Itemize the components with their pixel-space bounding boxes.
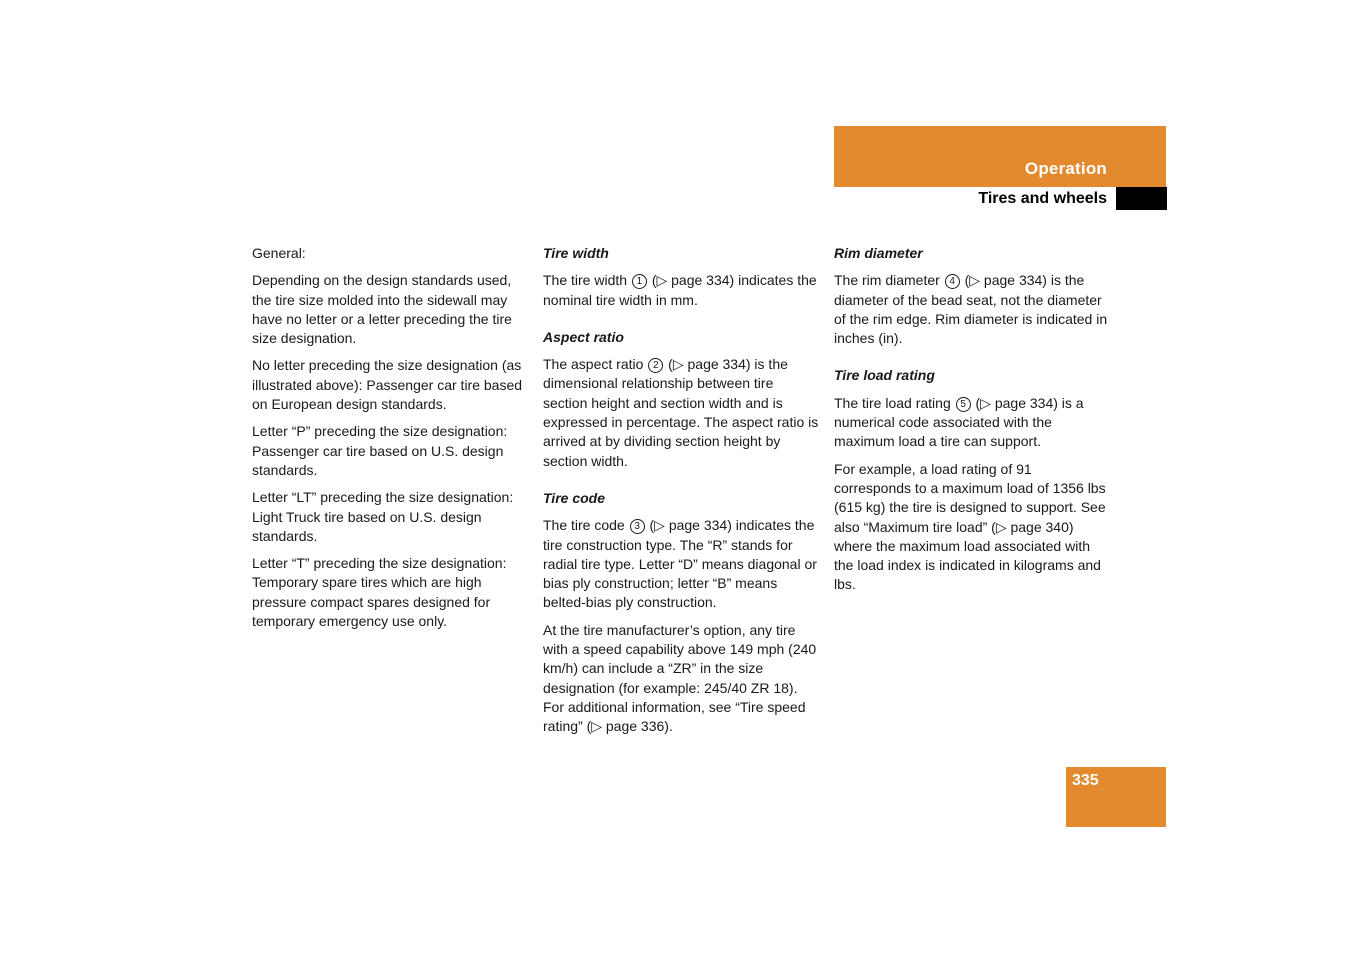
heading-tire-code: Tire code — [543, 489, 605, 506]
callout-1-icon: 1 — [632, 274, 647, 289]
paragraph-no-letter: No letter preceding the size designation (as illustrated above): Passenger car tire based on European design standards. — [252, 357, 523, 413]
heading-tire-width: Tire width — [543, 245, 609, 261]
callout-3-icon: 3 — [630, 519, 645, 534]
callout-5-icon: 5 — [956, 397, 971, 412]
thumb-tab-marker — [1116, 187, 1167, 210]
heading-tire-load-rating: Tire load rating — [834, 367, 935, 384]
heading-aspect-ratio: Aspect ratio — [543, 328, 624, 345]
paragraph-rim-diameter: The rim diameter 4 (▷ page 334) is the diameter of the bead seat, not the diameter of the rim edge. Rim diameter is indicated in inches (in). — [834, 272, 1108, 347]
header-accent-bar — [834, 126, 1166, 187]
paragraph-tire-load-rating: The tire load rating 5 (▷ page 334) is a numerical code associated with the maximum load a tire can support. — [834, 394, 1084, 450]
paragraph-letter-t: Letter “T” preceding the size designation: Temporary spare tires which are high pressure compact spares designed for temporary emergency use only. — [252, 555, 507, 630]
page-number: 335 — [1072, 772, 1099, 789]
paragraph-tire-width: The tire width 1 (▷ page 334) indicates the nominal tire width in mm. — [543, 272, 817, 308]
section-title: Operation — [1024, 159, 1107, 178]
column-width-aspect-code — [543, 244, 819, 745]
paragraph-zr-rating: At the tire manufacturer’s option, any tire with a speed capability above 149 mph (240 km/h) can include a “ZR” in the size designation (for example: 245/40 ZR 18). For additional information, see “Tire speed rating” (▷ page 336). — [543, 621, 817, 735]
callout-2-icon: 2 — [648, 358, 663, 373]
subsection-title: Tires and wheels — [978, 190, 1107, 207]
paragraph-load-example: For example, a load rating of 91 corresponds to a maximum load of 1356 lbs (615 kg) the tire is designed to support. See also “Maximum tire load” (▷ page 340) where the maximum load associated with the load index is indicated in kilograms and lbs. — [834, 460, 1106, 593]
paragraph-tire-code: The tire code 3 (▷ page 334) indicates the tire construction type. The “R” stands for radial tire type. Letter “D” means diagonal or bias ply construction; letter “B” means belted-bias ply construction. — [543, 517, 817, 611]
paragraph-letter-p: Letter “P” preceding the size designation: Passenger car tire based on U.S. design standards. — [252, 423, 508, 478]
column-general — [252, 244, 527, 639]
paragraph-general-label: General: — [252, 245, 306, 261]
paragraph-letter-lt: Letter “LT” preceding the size designation: Light Truck tire based on U.S. design standards. — [252, 489, 514, 544]
callout-4-icon: 4 — [945, 274, 960, 289]
heading-rim-diameter: Rim diameter — [834, 245, 923, 261]
paragraph-design-standards: Depending on the design standards used, the tire size molded into the sidewall may have no letter or a letter preceding the tire size designation. — [252, 272, 512, 347]
page-number-box — [1066, 767, 1166, 827]
column-rim-load — [834, 244, 1110, 603]
paragraph-aspect-ratio: The aspect ratio 2 (▷ page 334) is the dimensional relationship between tire section height and section width and is expressed in percentage. The aspect ratio is arrived at by dividing section height by section width. — [543, 356, 819, 469]
